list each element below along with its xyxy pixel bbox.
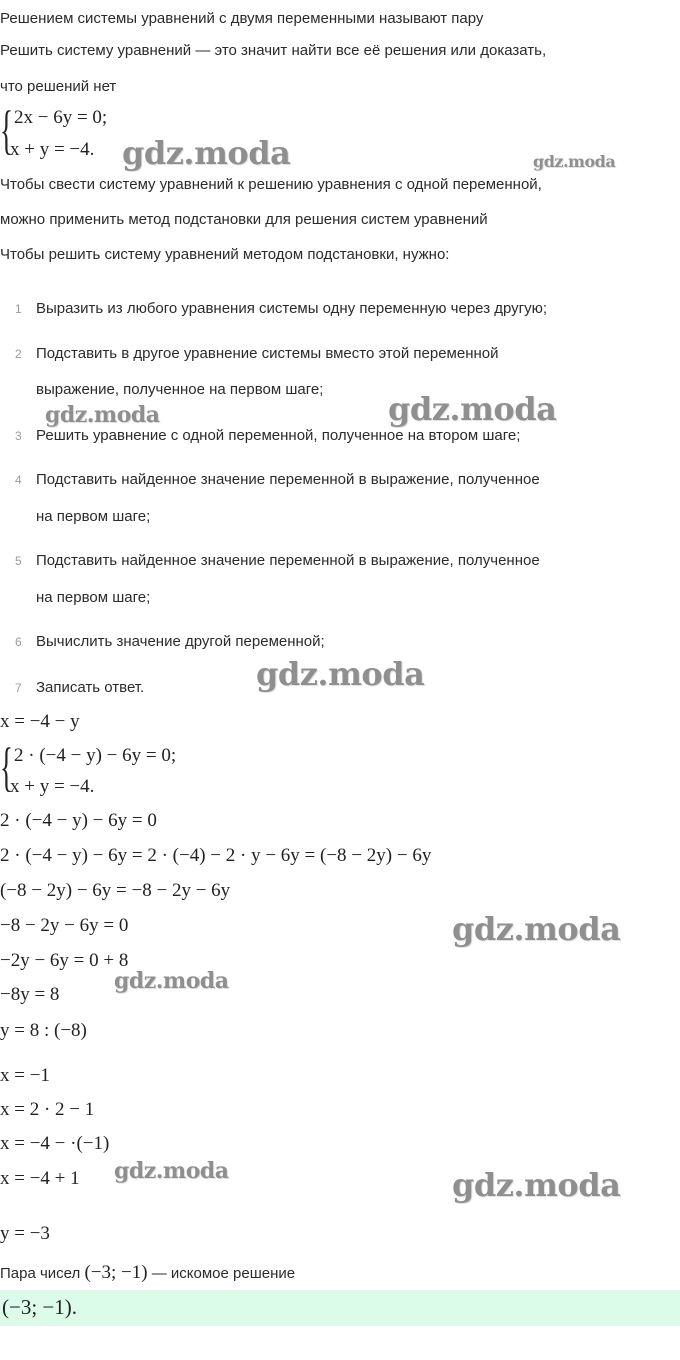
answer-text: (−3; −1). — [2, 1295, 78, 1319]
conclusion — [0, 1262, 295, 1284]
step-text: Решить уравнение с одной переменной, полученное на втором шаге; — [36, 427, 521, 444]
step-number: 4 — [15, 473, 22, 487]
intro-line-3: что решений нет — [0, 78, 117, 95]
step-number: 1 — [15, 302, 22, 316]
watermark-logo: gdz.moda — [256, 655, 425, 693]
step-text: на первом шаге; — [36, 508, 151, 525]
step-number: 6 — [15, 635, 22, 649]
solution-line: 2 · (−4 − y) − 6y = 2 · (−4) − 2 · y − 6y = (−8 − 2y) − 6y — [0, 845, 432, 866]
solution-line: y = 8 : (−8) — [0, 1020, 87, 1041]
step-text: Подставить найденное значение переменной в выражение, полученное — [36, 552, 540, 569]
solution-line: y = −3 — [0, 1223, 50, 1244]
step-number: 5 — [15, 554, 22, 568]
solution-line: x = −4 − ·(−1) — [0, 1133, 110, 1154]
answer-box — [0, 1290, 680, 1326]
conclusion-pair: (−3; −1) — [84, 1262, 148, 1283]
step-number: 2 — [15, 347, 22, 361]
step-text: Подставить в другое уравнение системы вместо этой переменной — [36, 345, 499, 362]
intro-line-2: Решить систему уравнений — это значит найти все её решения или доказать, — [0, 42, 547, 59]
conclusion-text: Пара чисел — [0, 1265, 81, 1282]
intro-line-1: Решением системы уравнений с двумя переменными называют пару — [0, 10, 484, 27]
solution-line: x = −1 — [0, 1065, 50, 1086]
solution-line: −8y = 8 — [0, 984, 60, 1005]
solution-line: 2 · (−4 − y) − 6y = 0 — [0, 810, 157, 831]
watermark-logo: gdz.moda — [452, 910, 621, 948]
solution-system-eq-1: 2 · (−4 − y) − 6y = 0; — [14, 745, 177, 766]
step-text: Подставить найденное значение переменной в выражение, полученное — [36, 471, 540, 488]
step-text: Выразить из любого уравнения системы одну переменную через другую; — [36, 300, 548, 317]
step-text: на первом шаге; — [36, 589, 151, 606]
watermark-logo: gdz.moda — [533, 152, 616, 171]
step-text: Вычислить значение другой переменной; — [36, 633, 325, 650]
watermark-logo: gdz.moda — [45, 402, 160, 428]
step-number: 7 — [15, 681, 22, 695]
step-text: Записать ответ. — [36, 679, 145, 696]
watermark-logo: gdz.moda — [122, 134, 291, 172]
watermark-logo: gdz.moda — [388, 390, 557, 428]
watermark-logo: gdz.moda — [114, 1158, 229, 1184]
system-brace: { — [0, 737, 13, 797]
solution-line: x = 2 · 2 − 1 — [0, 1099, 95, 1120]
step-number: 3 — [15, 429, 22, 443]
watermark-logo: gdz.moda — [452, 1166, 621, 1204]
system-1-eq-2: x + y = −4. — [10, 139, 95, 160]
solution-line: −2y − 6y = 0 + 8 — [0, 950, 129, 971]
conclusion-rest: — искомое решение — [151, 1265, 296, 1282]
watermark-logo: gdz.moda — [114, 968, 229, 994]
para-line-1: Чтобы свести систему уравнений к решению уравнения с одной переменной, — [0, 176, 542, 193]
para-line-3: Чтобы решить систему уравнений методом подстановки, нужно: — [0, 246, 450, 263]
solution-line: x = −4 − y — [0, 711, 80, 732]
para-line-2: можно применить метод подстановки для решения систем уравнений — [0, 211, 488, 228]
system-brace: { — [0, 100, 13, 160]
solution-line: x = −4 + 1 — [0, 1168, 80, 1189]
step-text: выражение, полученное на первом шаге; — [36, 381, 324, 398]
solution-line: −8 − 2y − 6y = 0 — [0, 915, 129, 936]
system-1-eq-1: 2x − 6y = 0; — [14, 107, 108, 128]
solution-line: (−8 − 2y) − 6y = −8 − 2y − 6y — [0, 880, 231, 901]
solution-system-eq-2: x + y = −4. — [10, 776, 95, 797]
